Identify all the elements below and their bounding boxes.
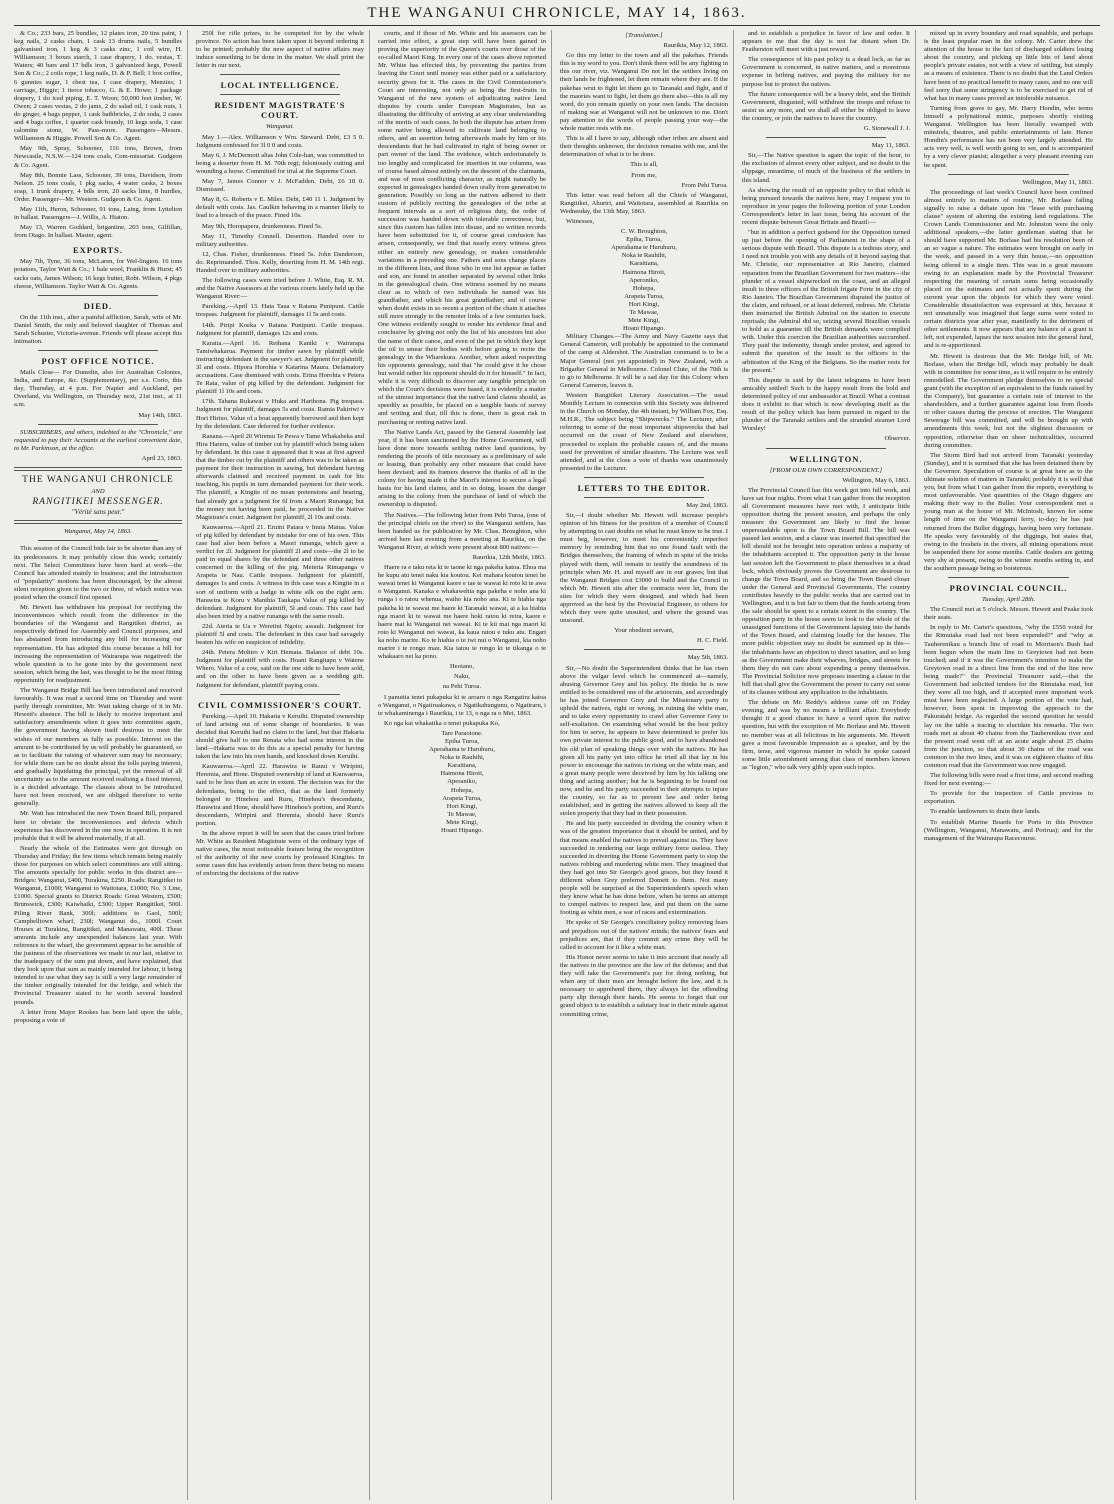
article-paragraph: The proceedings of last week's Council have been confined almost entirely to matters of routine, Mr. Borlase failing signally to raise a debate upon his "lease with purchasing clause" system of altering the existing land regulations. The Crown Lands Commissioner and Mr. Johnston were the only additional speakers,—the latter gentleman stating that he should have supported Mr. Borlase had his resolution been of an so vague a nature. The estimates were brought on early in the week, and passed in a very thin house,—no opposition being offered to a single item. This was in a great measure owing to an explanation made by the Provincial Treasurer respecting the meaning of certain sums being occasionally placed on the estimates and not actually spent during the current year upon the objects for which they were voted. Considerable dissatisfaction was expressed at this, because it not unnaturally was imagined that large sums were voted to certain districts year after year, manifestly to the detriment of other settlements. It now appears that any balance of a grant is left, not expended, lapses the next session into the general fund, and is re-apportioned. <box>924 188 1093 350</box>
court-entry: 17th. Tahana Rukawai v Huka and Harihona. Pig trespass. Judgment for plaintiff, damages 5s and costs. Ramia Pakiriwi v Hori Hiriuo. Value of a boat apparently borrowed and then kept by the defendant. Case deferred for further evidence. <box>196 398 364 430</box>
article-paragraph: 250l for rifle prizes, to be competed for by the whole province. No action has been taken upon it beyond ordering it to be printed; probably the new aspect of native affairs may induce something to be done in the matter. We shall print the letter in our next. <box>196 30 364 70</box>
witness-name: Hoani Hipango. <box>440 827 484 834</box>
letter-signature: G. Stonewall J. J. <box>863 125 910 133</box>
council-paragraph: To provide for the inspection of Cattle previous to exportation. <box>924 790 1093 806</box>
letter-date: May 11, 1863. <box>871 142 910 150</box>
council-paragraph: The following bills were read a first time, and second reading fixed for next evening:— <box>924 772 1093 788</box>
article-paragraph: The debate on Mr. Reddy's address came off on Friday evening, and was by no means a brilliant affair. Everybody thought it a good chance to have a word upon the native question, but with the exception of Mr. Borlase and Mr. Hewett no member was at all felicitous in his arguments. Mr. Hewett gave a most favourable impression as a speaker, and by the firm, terse, and vigorous manner in which he spoke caused some little astonishment among that class of members known as "legion," who talk very glibly upon such topics. <box>742 699 910 771</box>
court-entry: May 6, J. McDermott alias John Cole-han, was committed to being a deserter from H. M. 70th regt; feloniously cutting and wounding a horse. Committed for trial at the Supreme Court. <box>196 151 364 175</box>
court-entry: 14th. Piripi Koeka v Ratana Punipuni. Cattle trespass. Judgment for plaintiff, damages 12s and costs. <box>196 321 364 337</box>
court-entry: Pareking.—April 13. Hata Taua v Ratana Punipuni. Cattle trespass. Judgment for plaintiff, damages 1l 5s and costs. <box>196 303 364 319</box>
column-2 <box>196 30 370 1500</box>
maori-letter-date: Raurikia, 12th Meihi, 1863. <box>472 554 546 561</box>
divider <box>220 74 340 75</box>
column-3 <box>378 30 552 1500</box>
died-text: On the 11th inst., after a painful affliction, Sarah, wife of Mr. Daniel Smith, the only and beloved daughter of Thomas and Sarah Schuster, Victoria-avenue. Friends will please accept this intimation. <box>14 313 182 345</box>
letter-text: He and his party succeeded in dividing the country when it was of the greatest importance that it should be united, and by that means enabled the natives to prevail against us. They have succeeded in rendering our large military force useless. They succeeded in diverting the Home Government party to stop the natives robbing and murdering white men. They imagined that they had got into Sir George's good graces, but they found it different when Grey preferred Domett to them. Not many people will be surprised at the Superintendent's speech when they know what he has done before, when he terms an attempt to compel natives to respect law, and put them on the same footing as white men, a war of races and extermination. <box>560 820 728 917</box>
witness-name: Arapeta Turoa, <box>442 794 482 802</box>
council-paragraph: To establish Marine Boards for Ports in this Province (Wellington, Wanganui, Manawatu, and Porirua); and for the management of the Wairarapa Racecourse. <box>924 818 1093 842</box>
maori-signature-line: Naku, <box>454 673 470 681</box>
page-masthead: THE WANGANUI CHRONICLE, MAY 14, 1863. <box>14 4 1100 26</box>
translation-date: Raurikia, May 12, 1863. <box>663 42 728 50</box>
military-changes-paragraph: Military Changes.—The Army and Navy Gazette says that General Cameron, will probably be appointed to the command of the camp at Aldershot. The Australian command is to be a Major General (not yet appointed) in New Zealand, with a Brigadier General in Melbourne. Colonel Clute, of the 70th is to go to Melbourne. It will be a sad day for this Colony when General Cameron, leaves it. <box>560 333 728 389</box>
witness-name: Epiha Turoa, <box>444 737 480 745</box>
shipping-entry: May 9th, Spray, Schooner, 116 tons, Brown, from Newcastle, N.S.W.—124 tons coals, Com-missariat. Gudgeon & Co. Agent. <box>14 145 182 169</box>
leader-paragraph: Nearly the whole of the Estimates were got through on Thursday and Friday; the few items which remain being mainly those for purposes on which select committees are still sitting. The amounts specially for public works in this district are—Bridges: Wanganui, £400, Turakina, £250. Roads: Rangitikei to Wanganui, £1000; Wanganui to Waitotara, £1000; No. 3 Line, £1000. Special grants to District Roads: Great Western, £500; Brunswick, £300; Kaiwhaiki, £300; Upper Rangitikei, 500l. Piling River Bank, 300l; additions to Gaol, 500l; Campbelltown wharf, 230l; Wanganui do., 1000l. Court Houses at Turakina, Rangitikei, and Manawatu, 400l. These amounts include any unexpended balances last year. With reference to the wharf, the government appear to be sensible of the justness of the observations we made in our last, relative to the inadequacy of the sum put down, and have explained, that they look upon that sum as mainly intended for labour, it being intended to use what they say is still a very large remainder of the timber originally intended for the bridge, and which the Provincial Treasurer stated to be worth several hundred pounds. <box>14 844 182 1006</box>
witness-name-list <box>378 730 546 835</box>
court-entry: The following cases were tried before J. White, Esq. R. M. and the Native Assessors at the various courts lately held up the Wanganui River:— <box>196 277 364 301</box>
translation-text: This letter was read before all the Chiefs of Wanganui, Rangitikei, Ahuriri, and Waitotara, assembled at Raurikia on Wednesday, the 13th May, 1863. <box>560 191 728 215</box>
witness-name: Epiha, Turoa, <box>626 236 662 244</box>
column-1 <box>14 30 188 1500</box>
paper-subtitle: RANGITIKEI MESSENGER. <box>32 497 164 508</box>
divider <box>220 694 340 695</box>
court-entry: May 11, Timothy Connell. Desertion. Handed over to military authorities. <box>196 232 364 248</box>
letters-heading: LETTERS TO THE EDITOR. <box>577 482 711 493</box>
post-office-date: May 14th, 1863. <box>138 411 182 419</box>
leader-paragraph: This session of the Council bids fair to be shorter than any of its predecessors. It may probably close this week; certainly next. The Select Committees have been hard at work—the Council has attended mainly to business; and the introduction of "popularity" motions has been discouraged, by the almost silent reception given to the two or three, of which notice was posted when the council first opened. <box>14 545 182 601</box>
double-rule <box>14 520 182 524</box>
paper-date: Wanganui, May 14, 1863. <box>64 528 132 536</box>
shipping-entry: May 11th, Heron, Schooner, 91 tons, Laing, from Lyttelton in ballast. Passengers—J. Willis, A. Hiaton. <box>14 205 182 222</box>
leader-paragraph: The Wanganui Bridge Bill has been introduced and received favourably. It was read a second time on Thursday and went partly through committee, Mr. Watt taking charge of it in Mr. Hewett's absence. The bill is likely to receive important and satisfactory amendments when it goes into committee again, the government having shown itself desirous to meet the wishes of our members as fully as possible. Interest on the amount to be contributed by us will probably be guaranteed, so as to facilitate the raising of whatever sum may be necessary; for while there can be no doubt about the tolls paying interest, and gradually liquidating the principal, yet the removal of all uncertainty as to the amount received realising a fixed interest, is a decided advantage. The clauses about to be introduced have not been received, we are obliged therefore to write generally. <box>14 687 182 808</box>
translation-text: Go this my letter to the town and all the pakehas. Friends this is my word to you. Don't think there will be any fighting in this our river, viz. Wanganui Do not let the settlers living on their lands be frightened, let them remain where they are. If the pakehas wrut to fight let them go to Taranaki and fight, and if the maories want to fight, let them go there also—this is all my word, do you remain quietly on your own lands. The decision of making war at Wanganui will not be unknown to me. Don't pay attention to the words of people passing your way—the whole matter rests with me. <box>560 52 728 133</box>
maori-signature-line: Heoiano, <box>450 663 474 671</box>
letter-text: The consequence of his past policy is a dead lock, as far as Government is concerned, in native matters, and a monstrous expense in bribing natives, and paying the military for no purpose but to protect the natives. <box>742 56 910 88</box>
translation-signature-line: From me, <box>631 171 657 179</box>
divider <box>766 137 886 138</box>
shipping-entry: May 13, Warren Goddard, brigantine, 203 tons, Gilfillan, from Otago. In ballast. Master, agent. <box>14 224 182 240</box>
provincial-council-heading: PROVINCIAL COUNCIL. <box>949 583 1068 594</box>
letter-signature: H. C. Field. <box>697 637 728 645</box>
witness-name: Hohepa, <box>632 284 656 292</box>
subscribers-date: April 23, 1863. <box>141 454 182 462</box>
letter-date: May 5th, 1863. <box>687 654 728 662</box>
post-office-text: Mails Close— For Dunedin, also for Australian Colonies, India, and Europe, &c. (Supplementary), per s.s. Corio, this day, Thursday, at 4 p.m. For Napier and Auckland, per Overland, via Wellington, on Thursday next, 21st inst., at 11 a.m. <box>14 369 182 409</box>
court-entry: 24th. Petera Mohiro v Kiri Hemata. Balance of debt 10s. Judgment for plaintiff with costs. Hoani Rangitapu v Watene Whero. Value of a cow, said on the one side to have been sold, and on the other to have been given as a wedding gift. Judgment for defendant, plaintiff paying costs. <box>196 649 364 689</box>
court-entry: 22d. Ateria te Ua v Weretini Ngoio; assault. Judgment for plaintiff 5l and costs. The defendant in this case had savagely beaten his wife on suspicion of infidelity. <box>196 622 364 647</box>
letter-text: Sir,—I doubt whether Mr. Hewett will increase people's opinion of his fitness for the position of a member of Council by attempting to cast doubts on what he must know to be true. I must beg, however, to meet his conveniently imperfect memory by reminding him that no one found fault with the Bridges themselves, the framing of which in spite of the tricks played with them, will remain to testify the soundness of its principle when Mr. H. and myself are in our graves; but that the Wanganui Bridges cost £3000 to build and the Council in which Mr. Hewett sits after the contracts were let, from the sites for which they were designed, and which had been approved as the best by the Provincial Engineer, to others for which they were quite unsuited, and where the ground was unsound. <box>560 511 728 625</box>
witness-name: C. W. Broughton, <box>620 228 668 236</box>
translation-text: This is all I have to say, although other tribes are absent and their thoughts unknown, the decision remains with me, and the determination of what is to be done. <box>560 135 728 159</box>
resident-magistrate-place: Wanganui. <box>265 123 295 131</box>
witness-name: Aperoniko, <box>629 276 659 284</box>
columns <box>14 30 1100 1500</box>
witness-name: Noka te Rauhihi, <box>439 754 485 762</box>
provincial-council-date: Tuesday, April 28th. <box>981 596 1035 604</box>
divider <box>220 94 340 95</box>
divider <box>948 174 1069 175</box>
civil-commissioner-heading: CIVIL COMMISSIONER'S COURT. <box>198 699 362 710</box>
witness-name: Aperahama te Huruhuru, <box>429 746 495 754</box>
shipping-entry: May 8th, Bonnie Lass, Schooner, 39 tons, Davidson, from Nelson. 25 tons coals, 1 pkg sacks, 4 water casks, 2 boxes soap, 1 trunk drapery, 4 bdls iron, 20 sacks lime, 8 hurdles, Order. Passenger—Mr. Western. Gudgeon & Co. Agent. <box>14 171 182 203</box>
divider <box>38 424 158 425</box>
witness-name: Te Mawae, <box>629 309 659 316</box>
witness-name: Aperahama te Huruhuru, <box>611 244 677 252</box>
wellington-date: Wellington, May 11, 1863. <box>1022 178 1093 186</box>
witness-name: Mete Kingi, <box>446 818 478 826</box>
witnesses-heading: Witnesses, <box>566 217 595 225</box>
wellington-subheading: [FROM OUR OWN CORRESPONDENT.] <box>769 466 883 474</box>
article-paragraph: The Natives.—The following letter from Pehi Turoa, (one of the principal chiefs on the river) to the Wanganui settlers, has been handed us for publication by Mr. Chas. Broughton, who arrived here last evening from a meeting at Raurikia, on the Wanganui River, at which were present about 800 natives:— <box>378 511 546 551</box>
leader-paragraph: A letter from Major Rookes has been laid upon the table, proposing a vote of <box>14 1008 182 1024</box>
witness-name: Hori Kingi, <box>628 300 660 308</box>
witness-name: Haimona Hiroti, <box>440 770 484 778</box>
letter-text: This dispute is said by the latest telegrams to have been amicably settled! Such is the happy result from the bold and determined policy of our ambassador at Brazil. What a contrast does it exhibit to that which is now developing itself as the result of the policy which has been pursued in regard to the plunder of the Taranaki settlers and the stranded steamer Lord Worsley! <box>742 376 910 433</box>
letter-date: May 2nd, 1863. <box>686 501 728 509</box>
article-paragraph: The Provincial Council has this week got into full work, and have sat four nights. From what I can gather from the reception all Government measures have met with, I anticipate little opposition during the present session, and perhaps the only measure the Government are likely to find the house unpersuadable upon is the Town Board Bill. The bill was passed last session, and a clause was inserted that specified the bill should not be brought into operation unless a majority of the inhabitants accepted it. The opposition party in the house last session left the Government to place themselves in a dead lock, which obviously proves the Government are desirous to change the Town Board, and so bring the Town Board closer under the General and Provincial Governments. The country contributes heavily to the public works that are carried out in Wellington, and it is but fair to them that the funds arising from the sale should be spent to a certain extent in the country. The opposition party in the house seem to look to the whole of the unassigned functions of the Government lapsing into the hands of the Town Board, and claiming loudly for the houses. The more public objection may no doubt be summed up in this—the inhabitants have an objection to direct taxation, and so long as the Government make their wharves, bridges, and streets for them they do not care about expending a penny themselves. The Provincial Solicitor now proposes inserting a clause in the bill that shall give the Government the power to carry out some of its clauses without any application to the inhabitants. <box>742 486 910 697</box>
paper-motto: "Vérité sans peur." <box>71 508 125 517</box>
letter-text: His Honor never seems to take it into account that nearly all the natives in the province are the law of the defense; and that they will take the Government's pay for doing nothing, but when any of their men are brought before the law, and it is necessary to apprehend them, they always let the offending party slip through their hands. He seems to forget that our grand object is to establish a salutary fear in their minds against committing crime, <box>560 953 728 1018</box>
article-paragraph: mixed up in every boundary and road squabble, and perhaps is the least popular man in the colony. Mr. Carter drew the attention of the house to the fact of discharged soldiers losing about the country, and picking up little bits of land about people's private estates, not with a view of settling, but simply as a means of existence. There is no doubt that the Land Orders have been of no practical benefit to many cases, and no one will feel sorry that some stringency is to be exercised to get rid of what has in many cases proved an intolerable nuisance. <box>924 30 1093 102</box>
court-entry: May 8, G. Roberts v E. Miles. Debt, £40 11 1. Judgment by default with costs. Jas. Caulkin behaving in a manner likely to lead to a breach of the peace. Fined 10s. <box>196 196 364 220</box>
paper-title: THE WANGANUI CHRONICLE <box>22 475 174 486</box>
divider <box>766 448 886 449</box>
divider <box>38 350 158 351</box>
translation-signature-line: From Pehi Turoa. <box>681 181 728 189</box>
witness-name: Arapeta Turoa, <box>624 292 664 300</box>
resident-magistrate-heading: RESIDENT MAGISTRATE'S COURT. <box>214 100 346 121</box>
council-paragraph: To enable landowners to drain their lands. <box>930 808 1041 816</box>
witness-name: Aperaniko, <box>447 778 477 786</box>
council-paragraph: In reply to Mr. Carter's questions, "why the £550 voted for the Rimutaka road had not been expended?" and "why at Tauherenikau a branch line of road to Morrison's Bush had been begun when the main line to Greytown had not been touched; and if it was the Government's intention to make the Greytown road in a direct line from the end of the line now being made?" the Provincial Treasurer said,—that the Government had solicited tenders for the Rimutaka road, but they were all too high, and if accepted more important work must have been neglected. A large portion of the vote had, however, been spent in improving the approach to the Pakuratahi bridge. As regarded the second question he would lay on the table a tracing to elucidate his remarks. The two roads met at about 40 chains from the Tauherenikau river and the present road went off at an acute angle about 25 chains from the junction, so that about 30 chains of the road was common to the two lines, and it was on eighteen chains of this common road that the Government was now engaged. <box>924 624 1093 769</box>
exports-heading: EXPORTS. <box>73 245 123 256</box>
court-entry: Ranana.—April 20 Wiremu Te Pewa v Tame Whakaheka and Hira Hareru, value of timber cut by plaintiff which being taken by defendant. In this case it appeared that it was at first agreed that the timber cut by the plaintiff and others was to be taken as payment for their instruction in sawing, but defendant having afterwards claimed and received payment in cash for his teaching, his pupils in turn demanded payment for their work. The plaintiff, a Kingite of no mean pretensions and bearing, had already got a judgment for 6l from a Maori Runanga; but the money not having been paid, he proceeded in the Native Magistrate's court. Judgment for plaintiff, 2l 10s and costs. <box>196 432 364 521</box>
witness-name: Karaitiana, <box>447 762 477 770</box>
column-4 <box>560 30 734 1500</box>
article-paragraph: Turning from grave to gay, Mr. Harry Hondin, who terms himself a polynational mimic, purposes shortly visiting Wanganui. Wellington has been literally swamped with minstrels, theatres, and public entertainments of late. Hence Hondin's performance has not been very largely attended. He acts very well, is well worth going to see, and is accompanied by a very clever pianist; altogether a very pleasant evening can be spent. <box>924 104 1093 169</box>
witness-name: Hoani Hipango. <box>622 325 666 333</box>
witness-name: Noka te Rauhihi, <box>621 252 667 260</box>
article-paragraph: courts, and if those of Mr. White and his assessors can be carried into effect, a great step will have been gained in proving the superiority of the Queen's courts over those of the so-called Maori King. In every one of the cases above reported Mr. White has effected this, by preventing the parties from leaving the Court until money was either paid or a satisfactory security given for it. The cases in the Civil Commissioner's Court are interesting, not only as being the first-fruits in Wanganui of the new system of adjudicating native land disputes by courts under European Magistrates, but as illustrating the difficulty of arriving at any clear understanding of the merits of such cases. In both the dispute has arisen from some native being allowed to cultivate land belonging to others, and an assertion being afterwards made by him or his descendants that he had cultivated in right of being owner or part owner of the land. The evidence, which unfortunately is too lengthy and complicated for insertion in our columns, was of course based almost entirely on the descent of the claimants, and was of most conflicting character, as might naturally be expected in genealogies handed down orally from generation to generation. Possibly so long as the natives adhered to their custom of publicly reciting the genealogies of the tribe at frequent intervals as a sort of religious duty, the order of succession was handed down with tolerable correctness; but, since this custom has fallen into disuse, and no written records have been substituted for it, of course great confusion has arisen, consequently, we find that nearly every witness gives either an entirely new genealogy, or makes considerable variations in a preceding one. Fathers and sons change places in the different lists, and those who in one list appear as father and son, are found in another separated by several other links in the genealogical chain. One witness seemed by no means clear as to which of two individuals he named was his grandfather, and which his great grandfather; and of course when doubt exists in so recent a portion of the chain it attaches still more strongly to the remoter links of a few centuries back. One witness evidently sought to render his evidence final and conclusive by giving not only the list of his ancestors but also the name of their canoe, and even of the pet in which they kept the oil to smear their bodies with before going to recite the genealogy in the Wharekura. Another, when asked respecting his opponents genealogy, said that "he could give it he chose but would rather his opponent should do it for himself." In fact, while it is very difficult to discover any tangible principle on which the Court's decisions were based, it is evidently a matter of the utmost importance that the native land claims should, as speedily as possible, be placed on a tangible basis of survey and writing and that, till this is done, there is great risk in purchasing or renting native land. <box>378 30 546 426</box>
died-heading: DIED. <box>83 300 113 311</box>
column-6 <box>924 30 1098 1500</box>
divider <box>38 540 158 541</box>
council-paragraph: The Council met at 5 o'clock. Messrs. Hewett and Peake took their seats. <box>924 606 1093 622</box>
witness-list <box>560 228 728 333</box>
witness-name: Haimona Hiroti, <box>622 268 666 276</box>
court-entry: Kauwaeroa.—April 21. Eruini Patara v Inuia Matua. Value of pig killed by defendant by mistake for one of his own. This case had also been before a Maori runanga, which gave a verdict for 2l. Judgment for plaintiff 2l and costs—the 2l to be paid in equal shares by the defendant and three other natives concerned in the killing of the pig. Meteria Rimapanga v Arapeta te Nau. Cattle trespass. Judgment for plaintiff, damages 1s and costs. A witness in this case was a Kingite in a sort of uniform with a badge in white silk on the right arm. Harawira te Koru v Manihia Taukapa Value of pig killed by defendant. Judgment for plaintiff, 5l and costs. This case had also been tried by a native runanga with the same result. <box>196 523 364 620</box>
witness-name: Hori Kingi, <box>446 802 478 810</box>
witness-name: Mete Kingi, <box>628 317 660 325</box>
witness-name: Te Mawae, <box>447 810 477 818</box>
court-entry: May 7, James Connor v J. McFadden. Debt, £6 18 0. Dismissed. <box>196 178 364 194</box>
letter-signoff: Your obedient servant, <box>614 627 674 635</box>
shipping-entry: & Co.; 233 bars, 25 bundles, 12 plates iron, 20 tins paint, 1 keg nails, 2 casks chain, 1 cask 13 drums nails, 5 bundles galvanised iron, 1 keg & 3 casks zinc, 1 coil wire, H. Williamson; 3 boxes starch, 1 case drapery, 1 do. vestas, T. Waters; 40 bars and 17 bdls iron, 3 galvanized kegs, Powell Son & Co.; 2 coils rope, 1 keg nails, D. & P. Bell; 1 box coffee, 6 gunnies sugar, 1 chest tea, 1 case drapery, Menzies; 1 carriage, Higgie; 1 tierce tobacco, G. & E. Howe; 1 package drapery, 1 do iced piping, E. T. Woon; 50,000 feet timber, W. Owen; 2 cases vestas, 2 do jams, 2 do salad oil, 1 cask nuts, 1 do ginger, 4 bags pepper, 1 cask bathbricks, 2 do soda, 2 cases and 4 bags coffee, 1 quarter cask brandy, 10 kegs soda, 1 case calomine stone, W. Pass-more. Passengers—Messrs. Williamson & Higgie. Powell Son & Co. Agent. <box>14 30 182 143</box>
leader-paragraph: Mr. Watt has introduced the new Town Board Bill, prepared here to obviate the inconveniences and defects which experience has discovered in the one now in operation. It is not probable that it will be altered materially, if at all. <box>14 810 182 842</box>
literary-association-paragraph: Western Rangitikei Literary Association.—The usual Monthly Lecture in connexion with this Society was delivered in the Church on Monday, the 4th instant, by William Fox, Esq. M.H.R., The subject being "Shipwrecks." The Lecturer, after referring to some of the most important shipwrecks that had occurred on the coast of New Zealand and elsewhere, proceeded to explain the probable causes of, and the means used for prevention of similar disasters. The Lecture was well attended, and at the close a vote of thanks was unanimously presented to the Lecturer. <box>560 391 728 472</box>
divider <box>38 295 158 296</box>
court-entry: Pareking.—April 10. Hakaria v Keruihi. Disputed ownership of land arising out of some change of boundaries. It was decided that Keruihi had no claim to the land, but that Hakaria should give half to one Renata who had some interest in the land—Hakaria was to do this as a special penalty for having taken the law into his own hands, and knocked down Keruihi. <box>196 712 364 761</box>
double-rule <box>14 467 182 471</box>
witness-name: Karaitiana, <box>629 260 659 268</box>
court-entry: May 1.—Alex. Williamson v Wm. Steward. Debt, £3 5 0. Judgment confessed for 3l 0 0 and costs. <box>196 133 364 149</box>
maori-letter-text: I panuitia tenei pukapuka ki te aroaro o nga Rangatira katoa o Wanganui, o Ngatiruakawa, o Ngatikahungunu, o Ngatiraru, i te whakaminenga i Raurikia, i te 13, o nga ra o Mei, 1863. <box>378 693 546 717</box>
article-paragraph: The Native Lands Act, passed by the General Assembly last year, if it has been sanctioned by the Home Government, will have done more towards settling native land questions, by rendering the proofs of title necessary as a preliminary of sale or leasing, than probably any other measure that could have been devised; and its framers deserve the thanks of all in the colony for having made it the Maori's interest to secure a legal basis for his land claims, and in so doing, lessen the danger arising to the colony from the purchase of land of which the ownership is disputed. <box>378 428 546 509</box>
translation-heading: [Translation.] <box>625 32 663 39</box>
court-entry: 12, Chas. Fisher, drunkenness. Fined 5s. John Danderson, do. Reprimanded. Thos. Kelly, deserting from H. M. 14th regt. Handed over to military authorities. <box>196 250 364 274</box>
post-office-heading: POST OFFICE NOTICE. <box>41 356 155 367</box>
court-entry: In the above report it will be seen that the cases tried before Mr. White as Resident Magistrate were of the ordinary type of native cases, the most noticeable feature being the recognition of the authority of the new courts by professed Kingites. In some cases this has evidently arisen from there being no means of enforcing the decisions of the native <box>196 829 364 878</box>
letter-text: He spoke of Sir George's conciliatory policy removing fears and prejudices out of the natives' minds; the natives' fears and prejudices are, that if they commit any crime they will be called to account for it like a white man. <box>560 919 728 951</box>
article-paragraph: The Storm Bird had not arrived from Taranaki yesterday (Sunday), and it is surmised that she has been detained there by the Governor. Speculation of course is at great here as to the ultimate solution of matters in Taranaki; probably it is well that you, but from what I can gather from the reports, everything is most unfavourable. Vast quantities of the Otago diggers are making their way to the Buller. Your correspondent met a young man at the house of Mr. McIntosh, known for some length of time on the Wanganui ferry, to-day; he has just returned from the Buller diggings, having been very fortunate. He speaks very favourably of the diggings, but states that, owing to the freshets in the rivers, all mining operations must be suspended there for some months. Cattle dealers are getting very shy at present, owing to the winter months setting in, and the southern passage being so boisterous. <box>924 451 1093 572</box>
letter-text: As showing the result of an opposite policy to that which is being pursued towards the natives here, may I request you to reproduce in your pages the following portion of your London Correspondent's letter in last issue, being his account of the recent dispute between Great Britain and Brazil:— <box>742 186 910 226</box>
wellington-date: Wellington, May 6, 1863. <box>842 476 910 484</box>
paper-and: AND <box>91 488 105 496</box>
letter-signature: Observer. <box>884 435 910 443</box>
subscribers-notice: SUBSCRIBERS, and others, indebted to the "Chronicle," are requested to pay their Accounts at the earliest convenient date, to Mr. Parkinson, at the office. <box>14 428 182 452</box>
article-paragraph: Mr. Hewett is desirous that the Mr. Bridge bill, of Mr. Borlase, when the Bridge bill, which may probably be dealt with in committee for some time, as it will require to be entirely remodelled. The Government pledge themselves to no special grant (with the exception of an equivalent to the funds raised by the Company), but guarantee a certain rate of interest to the shareholders, and a further guarantee against loss from floods or other causes during the process of erection. The Wanganui Sewerage bill was committed, and will be brought up with amendments this week; but not the slightest discussion or opposition, otherwise than on sheer technicalities, occurred during committee. <box>924 352 1094 449</box>
letter-text: The future consequence will be a heavy debt, and the British Government, disgusted, will withdraw the troops and refuse to assist us any more, and we shall all either be obliged to leave the country, or join the natives to leave the country. <box>742 90 910 122</box>
divider <box>584 497 704 498</box>
court-entry: Kauwaeroa.—April 22. Harawira te Rauui v Wiripini, Heremia, and Hone. Disputed ownership of land at Kauwaeroa, said to be less than an acre in extent. The decision was for the defendants, being to the effect, that as the land formerly belonged to Hinehou and Ruru, Hinehou's descendants, Harawira and Hone, should have Hinehou's portion, and Ruru's descendants, Wiripini and Heremia, should have Ruru's portion. <box>196 763 364 827</box>
translation-signature-line: This is all, <box>630 161 658 169</box>
letter-text: and to establish a prejudice in favor of law and order. It appears to me that the day is not far distant when Dr. Featherston will meet with a just reward. <box>742 30 910 54</box>
local-intelligence-heading: LOCAL INTELLIGENCE. <box>220 80 340 91</box>
maori-signature-line: na Pehi Turoa. <box>442 683 482 691</box>
column-5 <box>742 30 916 1500</box>
leader-paragraph: Mr. Hewett has withdrawn his proposal for rectifying the inconveniences which result from the difference in the boundaries of the Wanganui and Rangitikei district, as respectively defined for Assembly and Council purposes, and has abstained from introducing any bill for increasing our representation. He has adopted this course because a bill for increasing the representation of Wairarapa was negatived: the whole question is to be gone into by the government next session, which being the last, was thought to be the most fitting opportunity for readjustment. <box>14 604 182 684</box>
letter-text: Sir,—No doubt the Superintendent thinks that he has risen above the vulgar level which he commenced at—namely, abusing Governor Grey and his policy. He thinks he is now entitled to be considered one of the aristocrats, and accordingly he has joined Governor Grey and the Missionary party to uphold the natives, right or wrong, in ruining the white man, and to take every opportunity to crawl after Governor Grey to self-exaltation. On examining what would be the best policy for him to serve, he appears to have determined to prefer his own private interest to the public good, and to have abandoned his old plan of speaking things over with the natives. He has given all his party yet into office he tried all that lay in his power to encourage the natives in rising on the white man, and a great many people were deceived by him by his talking one thing and acting another; but he is beginning to be found out now, and he and his party succeeded in their attempts to injure the country, so far as to prevent law and order being established, and in getting the natives allowed to keep all the stolen property that they had in their possession. <box>560 664 728 818</box>
court-entry: May 9th, Horopapera, drunkenness. Fined 5s. <box>202 222 323 230</box>
letter-text: "but in addition a perfect godsend for the Opposition turned up just before the opening of Parliament in the shape of a serious dispute with Brazil. This dispute is a tedious story, and I need not trouble you with any details of it beyond saying that Mr. Christie, our representative at Rio Janeiro, claimed reparation from the Brazilian Government for two matters—the plunder of a vessel shipwrecked on the coast, and an alleged insult to three officers of the British frigate Forte in the city of Rio Janeiro. The Brazilian Government disputed the justice of the claim, and refused, or at least deferred, redress. Mr. Christie then instructed the British Admiral on the station to execute reprisals; the Admiral did so, seizing several Brazilian vessels to hold as a guarantee till the British demands were complied with. Under this coercion the Brazilian authorities succumbed. They paid the indemnity, though under protest, and agreed to submit the question of the insult to the officers to the arbitration of the King of the Belgians. So the matter rests for the present." <box>742 229 910 374</box>
divider <box>584 477 704 478</box>
maori-letter-text: Ko nga kai whakatika o tenei pukapuka Ko, <box>384 719 500 727</box>
shipping-list <box>14 30 182 240</box>
wellington-heading: WELLINGTON. <box>789 453 863 464</box>
witness-name: Hohepa, <box>450 786 474 794</box>
exports-text: May 7th, Tyne, 36 tons, McLaren, for Wel-lington. 16 tons potatoes, Taylor Watt & Co.; 1 bale wool, Franklin & Hurst; 45 sacks oats, James Wilson; 16 kegs butter, Robt. Wilson, 4 pkgs cheese, Williamson. Taylor Watt & Co. Agents. <box>14 258 182 290</box>
court-entry: Karatia.—April 16. Reihana Kaniki v Wairarapa Tamiwhakarua. Payment for timber sawn by plaintiff while instructing defendant in the sawyer's art. Judgment for plaintiff, 3l and costs. Hipora Horohia v Katarina Maura. Defamatory accusations. Case dismissed with costs. Erina Horohia v Petera Te Rata, value of pig killed by the defendant. Judgment for plaintiff 1l 10s and costs. <box>196 339 364 396</box>
divider <box>948 577 1069 578</box>
divider <box>584 649 704 650</box>
witness-name: Tare Paraotone. <box>441 729 483 737</box>
letter-text: Sir,—The Native question is again the topic of the hour, to the exclusion of almost every other subject, and no doubt to the slippage, meantime, of much of the business of the settlers in this island. <box>742 152 910 184</box>
maori-letter-text: Haere ra e taku reta ki te taone ki nga pakeha katoa. Ehoa ma he kupu atu tenei naku kia koutou. Kei mahara koutou tenei he wawai tenei ki Wanganui kaore e tae te wawai ki roto ki te awa o Wanganui. Kanaka e whakawehia nga pakeha e noho ana ki runga i o ratou whenua, waiho kia noho ana. Ki te hiahia nga pakeha ki te wawai me haere ki Taranaki wawai, ai a ka hiahia nga maori ki te wawai me haere hoki ratou ki reira, kaore e haere mai ki Wanganui nei wawai. Ki te kii mai nga maori ki roto ki Wanganui nei wawai, ka kaua ratou e tuku atu. Engari ka noho marire. Ko te hiahia o te iwi nui o Wanganui, kia noho marire i te rongo mau. Kia tatou te rongo ki te tikanga o te whakaaro nei ka pono. <box>378 564 546 661</box>
